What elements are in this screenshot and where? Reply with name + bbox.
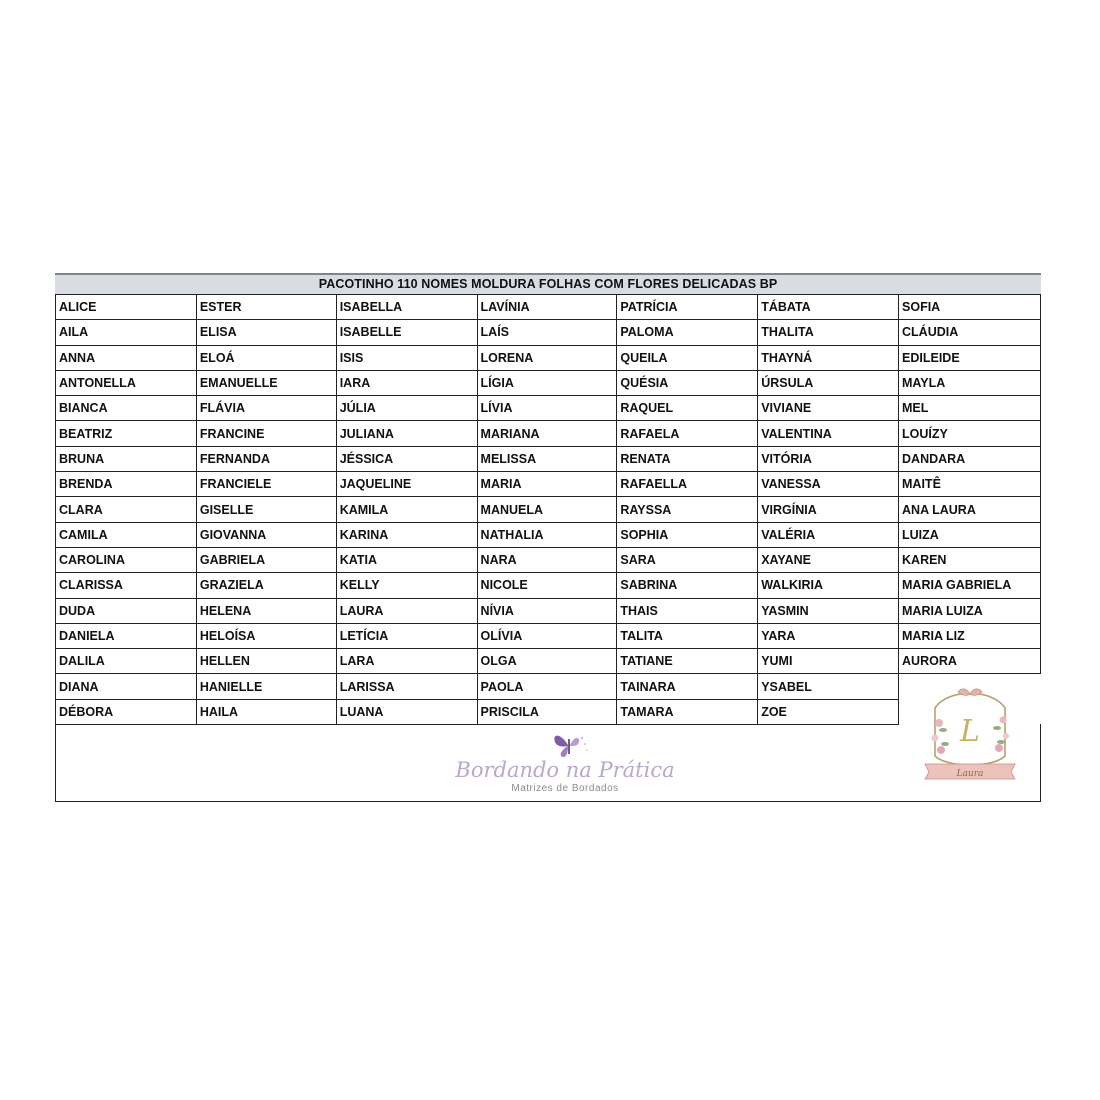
name-cell: PRISCILA	[477, 699, 617, 724]
crest-monogram: L	[960, 714, 980, 749]
name-cell: FRANCINE	[196, 421, 336, 446]
name-cell: DANDARA	[899, 446, 1041, 471]
table-row	[56, 345, 1041, 370]
name-cell: CLARA	[56, 497, 197, 522]
name-cell: KAREN	[899, 547, 1041, 572]
sheet-title: PACOTINHO 110 NOMES MOLDURA FOLHAS COM FLORES DELICADAS BP	[318, 277, 778, 291]
name-cell: PALOMA	[617, 320, 758, 345]
name-cell: OLGA	[477, 649, 617, 674]
name-cell: KELLY	[336, 573, 477, 598]
name-cell: LÍVIA	[477, 396, 617, 421]
name-cell: SOPHIA	[617, 522, 758, 547]
name-cell: FRANCIELE	[196, 472, 336, 497]
name-sheet	[55, 273, 1041, 802]
name-cell: PAOLA	[477, 674, 617, 699]
table-row	[56, 623, 1041, 648]
name-cell: SARA	[617, 547, 758, 572]
name-cell: ANNA	[56, 345, 197, 370]
butterfly-icon	[550, 730, 590, 760]
name-cell: CAROLINA	[56, 547, 197, 572]
name-cell: FLÁVIA	[196, 396, 336, 421]
name-cell: LAURA	[336, 598, 477, 623]
sheet-title-bar	[55, 273, 1041, 294]
name-cell: NICOLE	[477, 573, 617, 598]
name-cell: GABRIELA	[196, 547, 336, 572]
name-cell: MARIANA	[477, 421, 617, 446]
name-cell: GISELLE	[196, 497, 336, 522]
name-cell: VALÉRIA	[758, 522, 899, 547]
name-cell: TAINARA	[617, 674, 758, 699]
name-cell: ISIS	[336, 345, 477, 370]
name-cell: RENATA	[617, 446, 758, 471]
name-cell: IARA	[336, 370, 477, 395]
table-row	[56, 396, 1041, 421]
name-cell: RAFAELLA	[617, 472, 758, 497]
name-cell: YARA	[758, 623, 899, 648]
table-row	[56, 446, 1041, 471]
name-cell: BRENDA	[56, 472, 197, 497]
name-cell: XAYANE	[758, 547, 899, 572]
name-cell: VANESSA	[758, 472, 899, 497]
name-cell: NÍVIA	[477, 598, 617, 623]
name-cell: AILA	[56, 320, 197, 345]
name-cell: FERNANDA	[196, 446, 336, 471]
name-cell: LAÍS	[477, 320, 617, 345]
floral-crest-image	[913, 678, 1028, 793]
name-cell: MELISSA	[477, 446, 617, 471]
table-row	[56, 497, 1041, 522]
name-cell: DIANA	[56, 674, 197, 699]
name-cell: MARIA GABRIELA	[899, 573, 1041, 598]
name-cell: QUEILA	[617, 345, 758, 370]
name-cell: LOUÍZY	[899, 421, 1041, 446]
name-cell: WALKIRIA	[758, 573, 899, 598]
name-cell: VALENTINA	[758, 421, 899, 446]
name-cell: ALICE	[56, 295, 197, 320]
name-cell: ELOÁ	[196, 345, 336, 370]
name-cell: MAITÊ	[899, 472, 1041, 497]
name-cell: CLÁUDIA	[899, 320, 1041, 345]
name-cell: HAILA	[196, 699, 336, 724]
name-cell: DANIELA	[56, 623, 197, 648]
table-row	[56, 320, 1041, 345]
name-cell: TÁBATA	[758, 295, 899, 320]
name-cell: JAQUELINE	[336, 472, 477, 497]
name-cell: KATIA	[336, 547, 477, 572]
name-cell: GRAZIELA	[196, 573, 336, 598]
table-row	[56, 522, 1041, 547]
name-cell: ÚRSULA	[758, 370, 899, 395]
table-row	[56, 295, 1041, 320]
name-cell: LETÍCIA	[336, 623, 477, 648]
name-cell: LORENA	[477, 345, 617, 370]
crest-ribbon-name: Laura	[956, 769, 984, 779]
name-cell: HELOÍSA	[196, 623, 336, 648]
name-cell: SOFIA	[899, 295, 1041, 320]
name-cell: THAYNÁ	[758, 345, 899, 370]
name-cell: VIRGÍNIA	[758, 497, 899, 522]
name-cell: LUANA	[336, 699, 477, 724]
name-cell: PATRÍCIA	[617, 295, 758, 320]
name-cell: RAFAELA	[617, 421, 758, 446]
name-cell: LARA	[336, 649, 477, 674]
name-cell: ELISA	[196, 320, 336, 345]
name-cell: QUÉSIA	[617, 370, 758, 395]
name-cell: MARIA LIZ	[899, 623, 1041, 648]
table-row	[56, 649, 1041, 674]
name-cell: NARA	[477, 547, 617, 572]
table-row	[56, 699, 1041, 724]
name-cell: RAYSSA	[617, 497, 758, 522]
name-cell: YUMI	[758, 649, 899, 674]
name-cell: HELENA	[196, 598, 336, 623]
name-cell: MANUELA	[477, 497, 617, 522]
name-cell: CAMILA	[56, 522, 197, 547]
name-cell: ISABELLA	[336, 295, 477, 320]
table-row	[56, 421, 1041, 446]
name-cell: HELLEN	[196, 649, 336, 674]
name-cell: CLARISSA	[56, 573, 197, 598]
name-cell: JÉSSICA	[336, 446, 477, 471]
name-cell: LARISSA	[336, 674, 477, 699]
name-cell: MARIA	[477, 472, 617, 497]
name-cell: RAQUEL	[617, 396, 758, 421]
name-cell: KAMILA	[336, 497, 477, 522]
name-cell: ANTONELLA	[56, 370, 197, 395]
brand-name: Bordando na Prática	[455, 758, 675, 782]
name-cell: LÍGIA	[477, 370, 617, 395]
name-cell: JÚLIA	[336, 396, 477, 421]
name-cell: NATHALIA	[477, 522, 617, 547]
table-row	[56, 547, 1041, 572]
name-cell: DÉBORA	[56, 699, 197, 724]
name-cell: MARIA LUIZA	[899, 598, 1041, 623]
names-table	[55, 294, 1041, 725]
table-row	[56, 598, 1041, 623]
name-cell: MEL	[899, 396, 1041, 421]
name-cell: EDILEIDE	[899, 345, 1041, 370]
name-cell: BIANCA	[56, 396, 197, 421]
name-cell: TAMARA	[617, 699, 758, 724]
table-row	[56, 674, 1041, 699]
name-cell: LAVÍNIA	[477, 295, 617, 320]
table-row	[56, 370, 1041, 395]
name-cell: VITÓRIA	[758, 446, 899, 471]
name-cell: KARINA	[336, 522, 477, 547]
name-cell: MAYLA	[899, 370, 1041, 395]
name-cell: EMANUELLE	[196, 370, 336, 395]
name-cell: BEATRIZ	[56, 421, 197, 446]
name-cell: AURORA	[899, 649, 1041, 674]
name-cell: OLÍVIA	[477, 623, 617, 648]
name-cell: THALITA	[758, 320, 899, 345]
name-cell: THAIS	[617, 598, 758, 623]
name-cell: JULIANA	[336, 421, 477, 446]
name-cell: SABRINA	[617, 573, 758, 598]
name-cell: TALITA	[617, 623, 758, 648]
name-cell: VIVIANE	[758, 396, 899, 421]
name-cell: LUIZA	[899, 522, 1041, 547]
name-cell: ANA LAURA	[899, 497, 1041, 522]
name-cell: ZOE	[758, 699, 899, 724]
name-cell: BRUNA	[56, 446, 197, 471]
brand-tagline: Matrizes de Bordados	[511, 783, 619, 794]
name-cell: HANIELLE	[196, 674, 336, 699]
name-cell: YSABEL	[758, 674, 899, 699]
name-cell: ISABELLE	[336, 320, 477, 345]
name-cell: ESTER	[196, 295, 336, 320]
name-cell: DALILA	[56, 649, 197, 674]
name-cell: GIOVANNA	[196, 522, 336, 547]
table-row	[56, 573, 1041, 598]
name-cell: DUDA	[56, 598, 197, 623]
name-cell: TATIANE	[617, 649, 758, 674]
name-cell: YASMIN	[758, 598, 899, 623]
table-row	[56, 472, 1041, 497]
brand-logo	[450, 730, 680, 800]
